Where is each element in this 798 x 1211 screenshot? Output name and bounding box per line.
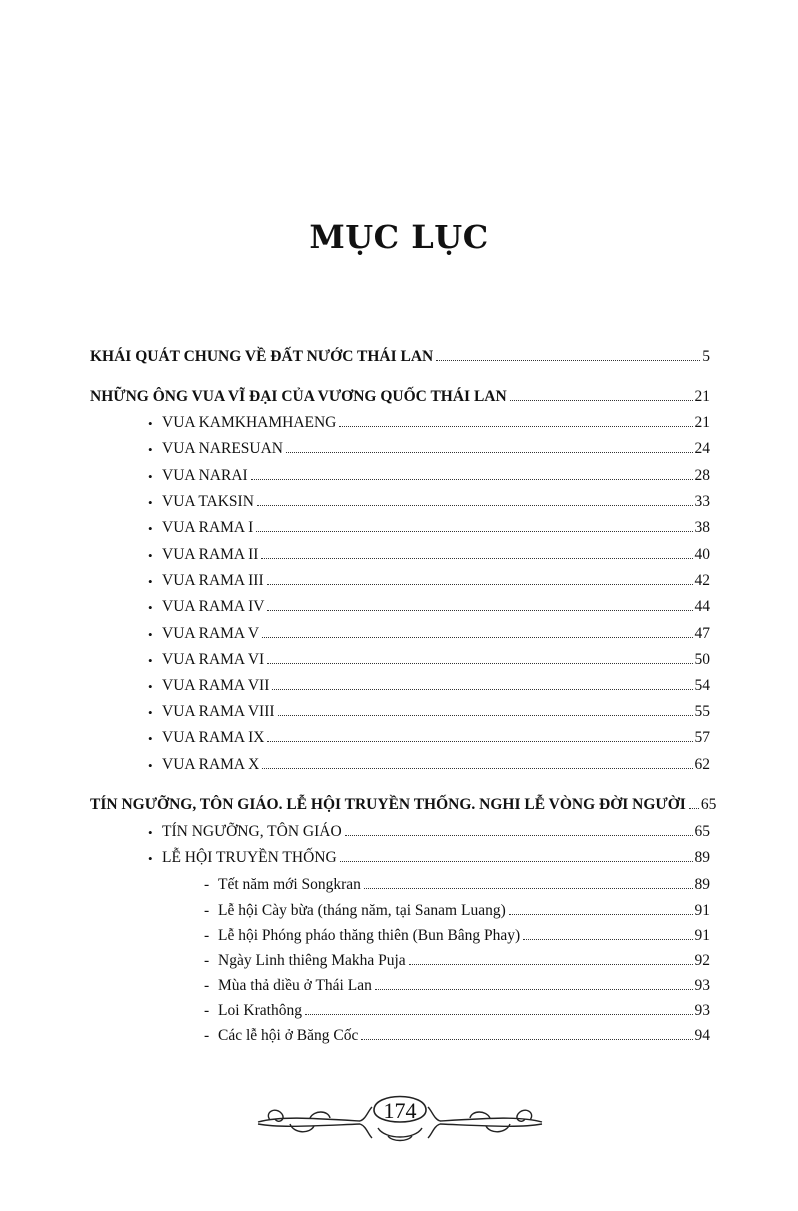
toc-subitem-label: Lễ hội Phóng pháo thăng thiên (Bun Bâng Phay) [218,927,521,944]
dot-leader [267,741,692,742]
dot-leader [339,426,692,427]
dot-leader [272,689,692,690]
toc-page-number: 55 [694,703,710,720]
toc-subitem[interactable] [204,971,710,995]
toc-subitem[interactable] [204,946,710,970]
toc-item-label: VUA RAMA II [162,546,259,563]
toc-page-number: 89 [694,876,710,893]
bullet-icon: • [148,495,153,510]
toc-page-number: 93 [694,977,710,994]
toc-subitem-label: Mùa thả diều ở Thái Lan [218,977,372,994]
toc-section[interactable] [90,382,710,406]
toc-section-title: NHỮNG ÔNG VUA VĨ ĐẠI CỦA VƯƠNG QUỐC THÁI LAN [90,388,507,405]
dot-leader [262,637,692,638]
dot-leader [261,558,692,559]
toc-item-label: VUA TAKSIN [162,493,254,510]
dot-leader [262,768,692,769]
toc-page-number: 93 [694,1002,710,1019]
toc-page-number: 33 [694,493,710,510]
dash-marker: - [204,902,210,919]
toc-item[interactable] [148,540,710,564]
dot-leader [509,914,693,915]
toc-item[interactable] [148,566,710,590]
bullet-icon: • [148,731,153,746]
dot-leader [278,715,693,716]
dot-leader [257,505,693,506]
dash-marker: - [204,977,210,994]
toc-item[interactable] [148,697,710,721]
toc-subitem[interactable] [204,1021,710,1045]
dot-leader [689,808,699,809]
toc-subitem-label: Ngày Linh thiêng Makha Puja [218,952,406,969]
toc-item-label: TÍN NGƯỠNG, TÔN GIÁO [162,823,342,840]
bullet-icon: • [148,600,153,615]
bullet-icon: • [148,574,153,589]
toc-page-number: 57 [694,729,710,746]
dot-leader [345,835,693,836]
dot-leader [267,584,693,585]
toc-page-number: 40 [694,546,710,563]
toc-subitem[interactable] [204,896,710,920]
toc-page-number: 21 [694,414,710,431]
toc-section-title: KHÁI QUÁT CHUNG VỀ ĐẤT NƯỚC THÁI LAN [90,348,434,365]
toc-page-number: 62 [694,756,710,773]
dot-leader [510,400,693,401]
dash-marker: - [204,952,210,969]
toc-page-number: 65 [700,796,717,813]
bullet-icon: • [148,548,153,563]
toc-item-label: VUA RAMA IV [162,598,265,615]
bullet-icon: • [148,758,153,773]
toc-item-label: VUA RAMA V [162,625,260,642]
toc-page-number: 50 [694,651,710,668]
bullet-icon: • [148,416,153,431]
toc-page-number: 89 [694,849,710,866]
dot-leader [267,610,692,611]
dot-leader [523,939,692,940]
toc-item[interactable] [148,619,710,643]
bullet-icon: • [148,469,153,484]
toc-page-number: 28 [694,467,710,484]
toc-item[interactable] [148,408,710,432]
toc-item-label: VUA RAMA VII [162,677,270,694]
toc-page-number: 47 [694,625,710,642]
toc-item[interactable] [148,750,710,774]
dash-marker: - [204,1027,210,1044]
toc-item[interactable] [148,434,710,458]
toc-subitem-label: Loi Krathông [218,1002,302,1019]
dot-leader [340,861,693,862]
toc-subitem-label: Tết năm mới Songkran [218,876,361,893]
dot-leader [267,663,692,664]
bullet-icon: • [148,825,153,840]
toc-item-label: VUA RAMA X [162,756,260,773]
dot-leader [256,531,692,532]
toc-page-number: 54 [694,677,710,694]
dot-leader [305,1014,693,1015]
dot-leader [361,1039,692,1040]
bullet-icon: • [148,851,153,866]
dot-leader [409,964,693,965]
toc-page-number: 24 [694,440,710,457]
toc-item-label: VUA NARAI [162,467,248,484]
dash-marker: - [204,927,210,944]
toc-item-label: VUA NARESUAN [162,440,283,457]
toc-page-number: 92 [694,952,710,969]
toc-page-number: 5 [702,348,710,365]
toc-subitem-label: Các lễ hội ở Băng Cốc [218,1027,359,1044]
toc-item[interactable] [148,645,710,669]
toc-subitem-label: Lễ hội Cày bừa (tháng năm, tại Sanam Luang) [218,902,506,919]
bullet-icon: • [148,679,153,694]
dot-leader [286,452,693,453]
toc-item-label: VUA RAMA III [162,572,264,589]
toc-item[interactable] [148,671,710,695]
toc-page-number: 21 [694,388,710,405]
bullet-icon: • [148,705,153,720]
toc-page-number: 65 [694,823,710,840]
toc-subitem[interactable] [204,870,710,894]
toc-section-title: TÍN NGƯỠNG, TÔN GIÁO. LỄ HỘI TRUYỀN THỐNG. NGHI LỄ VÒNG ĐỜI NGƯỜI [90,796,686,813]
toc-item[interactable] [148,817,710,841]
toc-item[interactable] [148,461,710,485]
page-title: MỤC LỤC [309,218,489,256]
toc-item[interactable] [148,723,710,747]
page-footer [250,1088,550,1148]
toc-page-number: 91 [694,927,710,944]
toc-page-number: 91 [694,902,710,919]
dash-marker: - [204,876,210,893]
toc-section[interactable] [90,342,710,366]
toc-item-label: VUA KAMKHAMHAENG [162,414,337,431]
bullet-icon: • [148,521,153,536]
dot-leader [436,360,700,361]
dash-marker: - [204,1002,210,1019]
toc-item[interactable] [148,592,710,616]
toc-subitem[interactable] [204,996,710,1020]
toc-item-label: VUA RAMA VIII [162,703,275,720]
toc-subitem[interactable] [204,921,710,945]
toc-item-label: LỄ HỘI TRUYỀN THỐNG [162,849,337,866]
dot-leader [364,888,693,889]
toc-item-label: VUA RAMA I [162,519,254,536]
dot-leader [251,479,693,480]
toc-item-label: VUA RAMA IX [162,729,265,746]
toc-page-number: 42 [694,572,710,589]
toc-page-number: 38 [694,519,710,536]
bullet-icon: • [148,442,153,457]
toc-item[interactable] [148,843,710,867]
toc-item[interactable] [148,487,710,511]
toc-item[interactable] [148,513,710,537]
bullet-icon: • [148,653,153,668]
toc-page-number: 44 [694,598,710,615]
toc-item-label: VUA RAMA VI [162,651,265,668]
bullet-icon: • [148,627,153,642]
toc-page-number: 94 [694,1027,710,1044]
dot-leader [375,989,693,990]
toc-section[interactable] [90,790,717,814]
page-number: 174 [383,1098,417,1123]
